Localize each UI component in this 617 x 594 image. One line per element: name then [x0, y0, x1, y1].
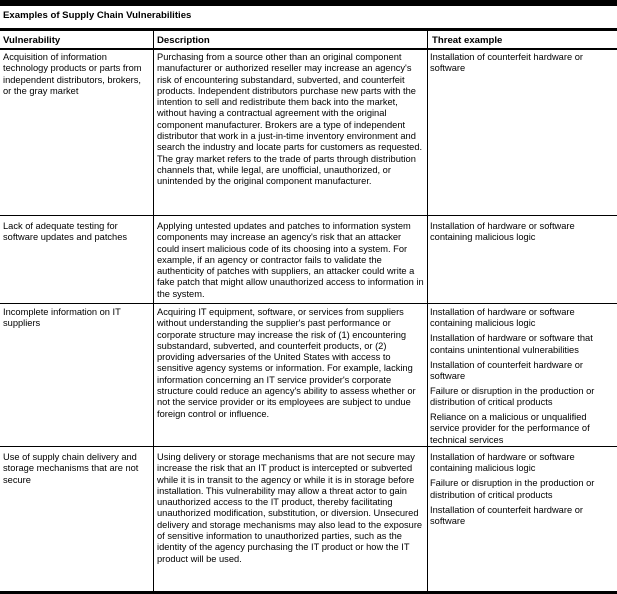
threat-list	[430, 452, 611, 531]
threat-item: Failure or disruption in the production or distribution of critical products	[430, 478, 595, 500]
description-cell: Using delivery or storage mechanisms that are not secure may increase the risk that an IT product is intercepted or subverted while it is in transit to the agency or while it is in storage before installation. This vulnerability may allow a threat actor to gain unauthorized access to the IT product, thereby facilitating unauthorized modification, substitution, or diversion. Unsecured delivery and storage mechanisms may also lead to the exposure of sensitive information to unauthorized parties, such as the identity of the agency purchasing the IT product or how the IT product will be used.	[157, 452, 423, 564]
vulnerability-cell: Acquisition of information technology products or parts from independent distributors, brokers, or the gray market	[3, 52, 142, 96]
description-cell: Purchasing from a source other than an original component manufacturer or authorized reseller may increase an agency's risk of encountering substandard, subverted, and counterfeit products. Independent distributors purchase new parts with the intention to sell and redistribute them back into the market, without having a contractual agreement with the original component manufacturer. Brokers are a type of independent distributor that work in a just-in-time inventory environment and search the industry and locate parts for customers as requested. The gray market refers to the trade of parts through distribution channels that, while legal, are unofficial, unauthorized, or unintended by the original component manufacturer.	[157, 52, 423, 187]
header-threat-example: Threat example	[432, 35, 503, 46]
vulnerability-cell: Use of supply chain delivery and storage mechanisms that are not secure	[3, 452, 139, 485]
threat-list	[430, 307, 611, 450]
header-rule	[0, 48, 617, 50]
threat-item: Installation of hardware or software that contains unintentional vulnerabilities	[430, 333, 593, 355]
threat-item: Installation of counterfeit hardware or software	[430, 359, 583, 381]
column-divider	[153, 31, 154, 591]
threat-item: Installation of hardware or software containing malicious logic	[430, 221, 575, 243]
threat-item: Reliance on a malicious or unqualified service provider for the performance of technical services	[430, 412, 590, 445]
threat-item: Installation of hardware or software containing malicious logic	[430, 307, 575, 329]
vulnerability-cell: Incomplete information on IT suppliers	[3, 307, 121, 329]
threat-item: Installation of counterfeit hardware or software	[430, 52, 583, 74]
table-title: Examples of Supply Chain Vulnerabilities	[3, 10, 192, 21]
header-vulnerability: Vulnerability	[3, 35, 61, 46]
description-cell: Acquiring IT equipment, software, or services from suppliers without understanding the supplier's past performance or corporate structure may increase the risk of (1) encountering substandard, subverted, and counterfeit products, or (2) providing adversaries of the United States with access to sensitive agency systems or information. For example, lacking information concerning an IT service provider's corporate structure could reduce an agency's ability to assess whether or not the service provider or its employees are subject to undue foreign control or influence.	[157, 307, 416, 419]
vulnerability-cell: Lack of adequate testing for software updates and patches	[3, 221, 128, 243]
row-divider	[0, 215, 617, 216]
title-rule	[0, 28, 617, 31]
threat-item: Installation of counterfeit hardware or software	[430, 504, 583, 526]
row-divider	[0, 303, 617, 304]
description-cell: Applying untested updates and patches to information system components may increase an agency's risk that an attacker could insert malicious code of its choosing into a system. For example, if an agency or contractor fails to validate the authenticity of patches with suppliers, an attacker could write a fake patch that might allow unauthorized access to information in the system.	[157, 221, 424, 299]
column-divider	[427, 31, 428, 591]
threat-item: Installation of hardware or software containing malicious logic	[430, 452, 575, 474]
threat-list	[430, 221, 611, 247]
header-description: Description	[157, 35, 210, 46]
threat-item: Failure or disruption in the production or distribution of critical products	[430, 385, 595, 408]
top-rule	[0, 0, 617, 6]
row-divider	[0, 446, 617, 447]
threat-list	[430, 52, 611, 78]
